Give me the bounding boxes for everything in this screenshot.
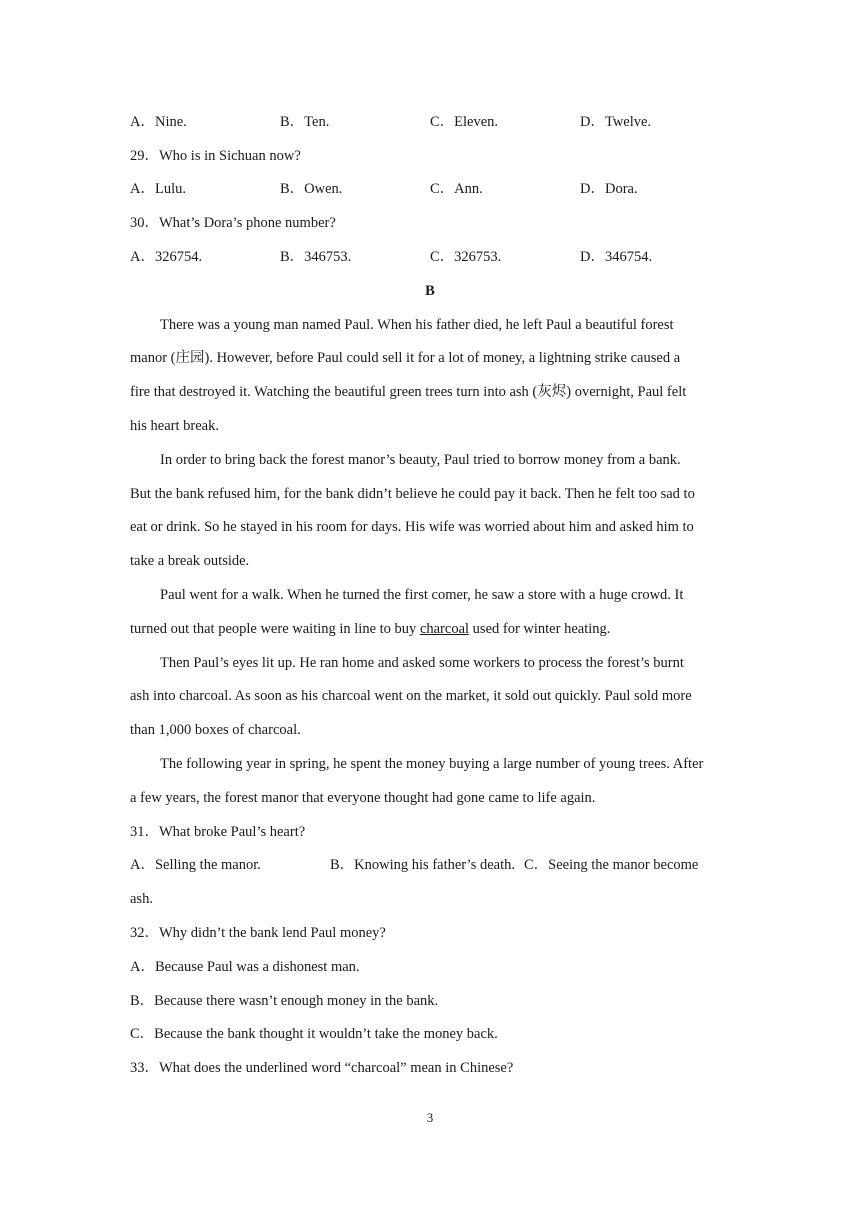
q29-option-a: A．Lulu. bbox=[130, 181, 186, 197]
passage-line: fire that destroyed it. Watching the beautiful green trees turn into ash (灰烬) overnight, Paul felt bbox=[130, 384, 687, 400]
q29-option-b: B．Owen. bbox=[280, 181, 343, 197]
passage-line: Paul went for a walk. When he turned the first comer, he saw a store with a huge crowd. It bbox=[160, 587, 684, 603]
q28-option-a: A．Nine. bbox=[130, 114, 187, 130]
passage-line: his heart break. bbox=[130, 418, 219, 434]
passage-line: ash into charcoal. As soon as his charcoal went on the market, it sold out quickly. Paul sold more bbox=[130, 688, 692, 704]
q28-options bbox=[130, 112, 730, 132]
passage-line: But the bank refused him, for the bank didn’t believe he could pay it back. Then he felt too sad to bbox=[130, 486, 695, 502]
q32-option-a: A．Because Paul was a dishonest man. bbox=[130, 959, 360, 975]
q31-option-c-continued: ash. bbox=[130, 891, 153, 907]
passage-line: There was a young man named Paul. When his father died, he left Paul a beautiful forest bbox=[160, 317, 674, 333]
q30-options bbox=[130, 247, 730, 267]
q29-option-c: C．Ann. bbox=[430, 181, 483, 197]
q28-option-c: C．Eleven. bbox=[430, 114, 499, 130]
q30-option-c: C．326753. bbox=[430, 249, 502, 265]
passage-line bbox=[130, 619, 730, 639]
q30-question: 30．What’s Dora’s phone number? bbox=[130, 215, 336, 231]
q31-options bbox=[130, 855, 730, 875]
q33-question: 33．What does the underlined word “charcoal” mean in Chinese? bbox=[130, 1060, 514, 1076]
q28-option-d: D．Twelve. bbox=[580, 114, 652, 130]
q32-option-c: C．Because the bank thought it wouldn’t take the money back. bbox=[130, 1026, 498, 1042]
passage-line: Then Paul’s eyes lit up. He ran home and asked some workers to process the forest’s burnt bbox=[160, 655, 684, 671]
section-title: B bbox=[425, 283, 435, 299]
q31-option-c: C．Seeing the manor become bbox=[524, 857, 699, 873]
passage-line: take a break outside. bbox=[130, 553, 250, 569]
q29-question: 29．Who is in Sichuan now? bbox=[130, 148, 301, 164]
q29-options bbox=[130, 179, 730, 199]
q30-option-a: A．326754. bbox=[130, 249, 203, 265]
q31-question: 31．What broke Paul’s heart? bbox=[130, 824, 306, 840]
underlined-word-charcoal: charcoal bbox=[419, 621, 470, 637]
q31-option-b: B．Knowing his father’s death. bbox=[330, 857, 515, 873]
q28-option-b: B．Ten. bbox=[280, 114, 330, 130]
passage-line: eat or drink. So he stayed in his room for days. His wife was worried about him and asked him to bbox=[130, 519, 694, 535]
passage-line: a few years, the forest manor that everyone thought had gone came to life again. bbox=[130, 790, 596, 806]
page-number: 3 bbox=[426, 1110, 434, 1125]
q32-option-b: B．Because there wasn’t enough money in the bank. bbox=[130, 993, 439, 1009]
q30-option-b: B．346753. bbox=[280, 249, 352, 265]
passage-line: In order to bring back the forest manor’s beauty, Paul tried to borrow money from a bank. bbox=[160, 452, 681, 468]
q31-option-a: A．Selling the manor. bbox=[130, 857, 261, 873]
passage-line: The following year in spring, he spent the money buying a large number of young trees. After bbox=[160, 756, 704, 772]
q29-option-d: D．Dora. bbox=[580, 181, 638, 197]
passage-text: used for winter heating. bbox=[469, 621, 611, 637]
passage-line: manor (庄园). However, before Paul could sell it for a lot of money, a lightning strike caused a bbox=[130, 350, 681, 366]
q32-question: 32．Why didn’t the bank lend Paul money? bbox=[130, 925, 386, 941]
passage-text: turned out that people were waiting in line to buy bbox=[130, 621, 420, 637]
passage-line: than 1,000 boxes of charcoal. bbox=[130, 722, 301, 738]
q30-option-d: D．346754. bbox=[580, 249, 653, 265]
